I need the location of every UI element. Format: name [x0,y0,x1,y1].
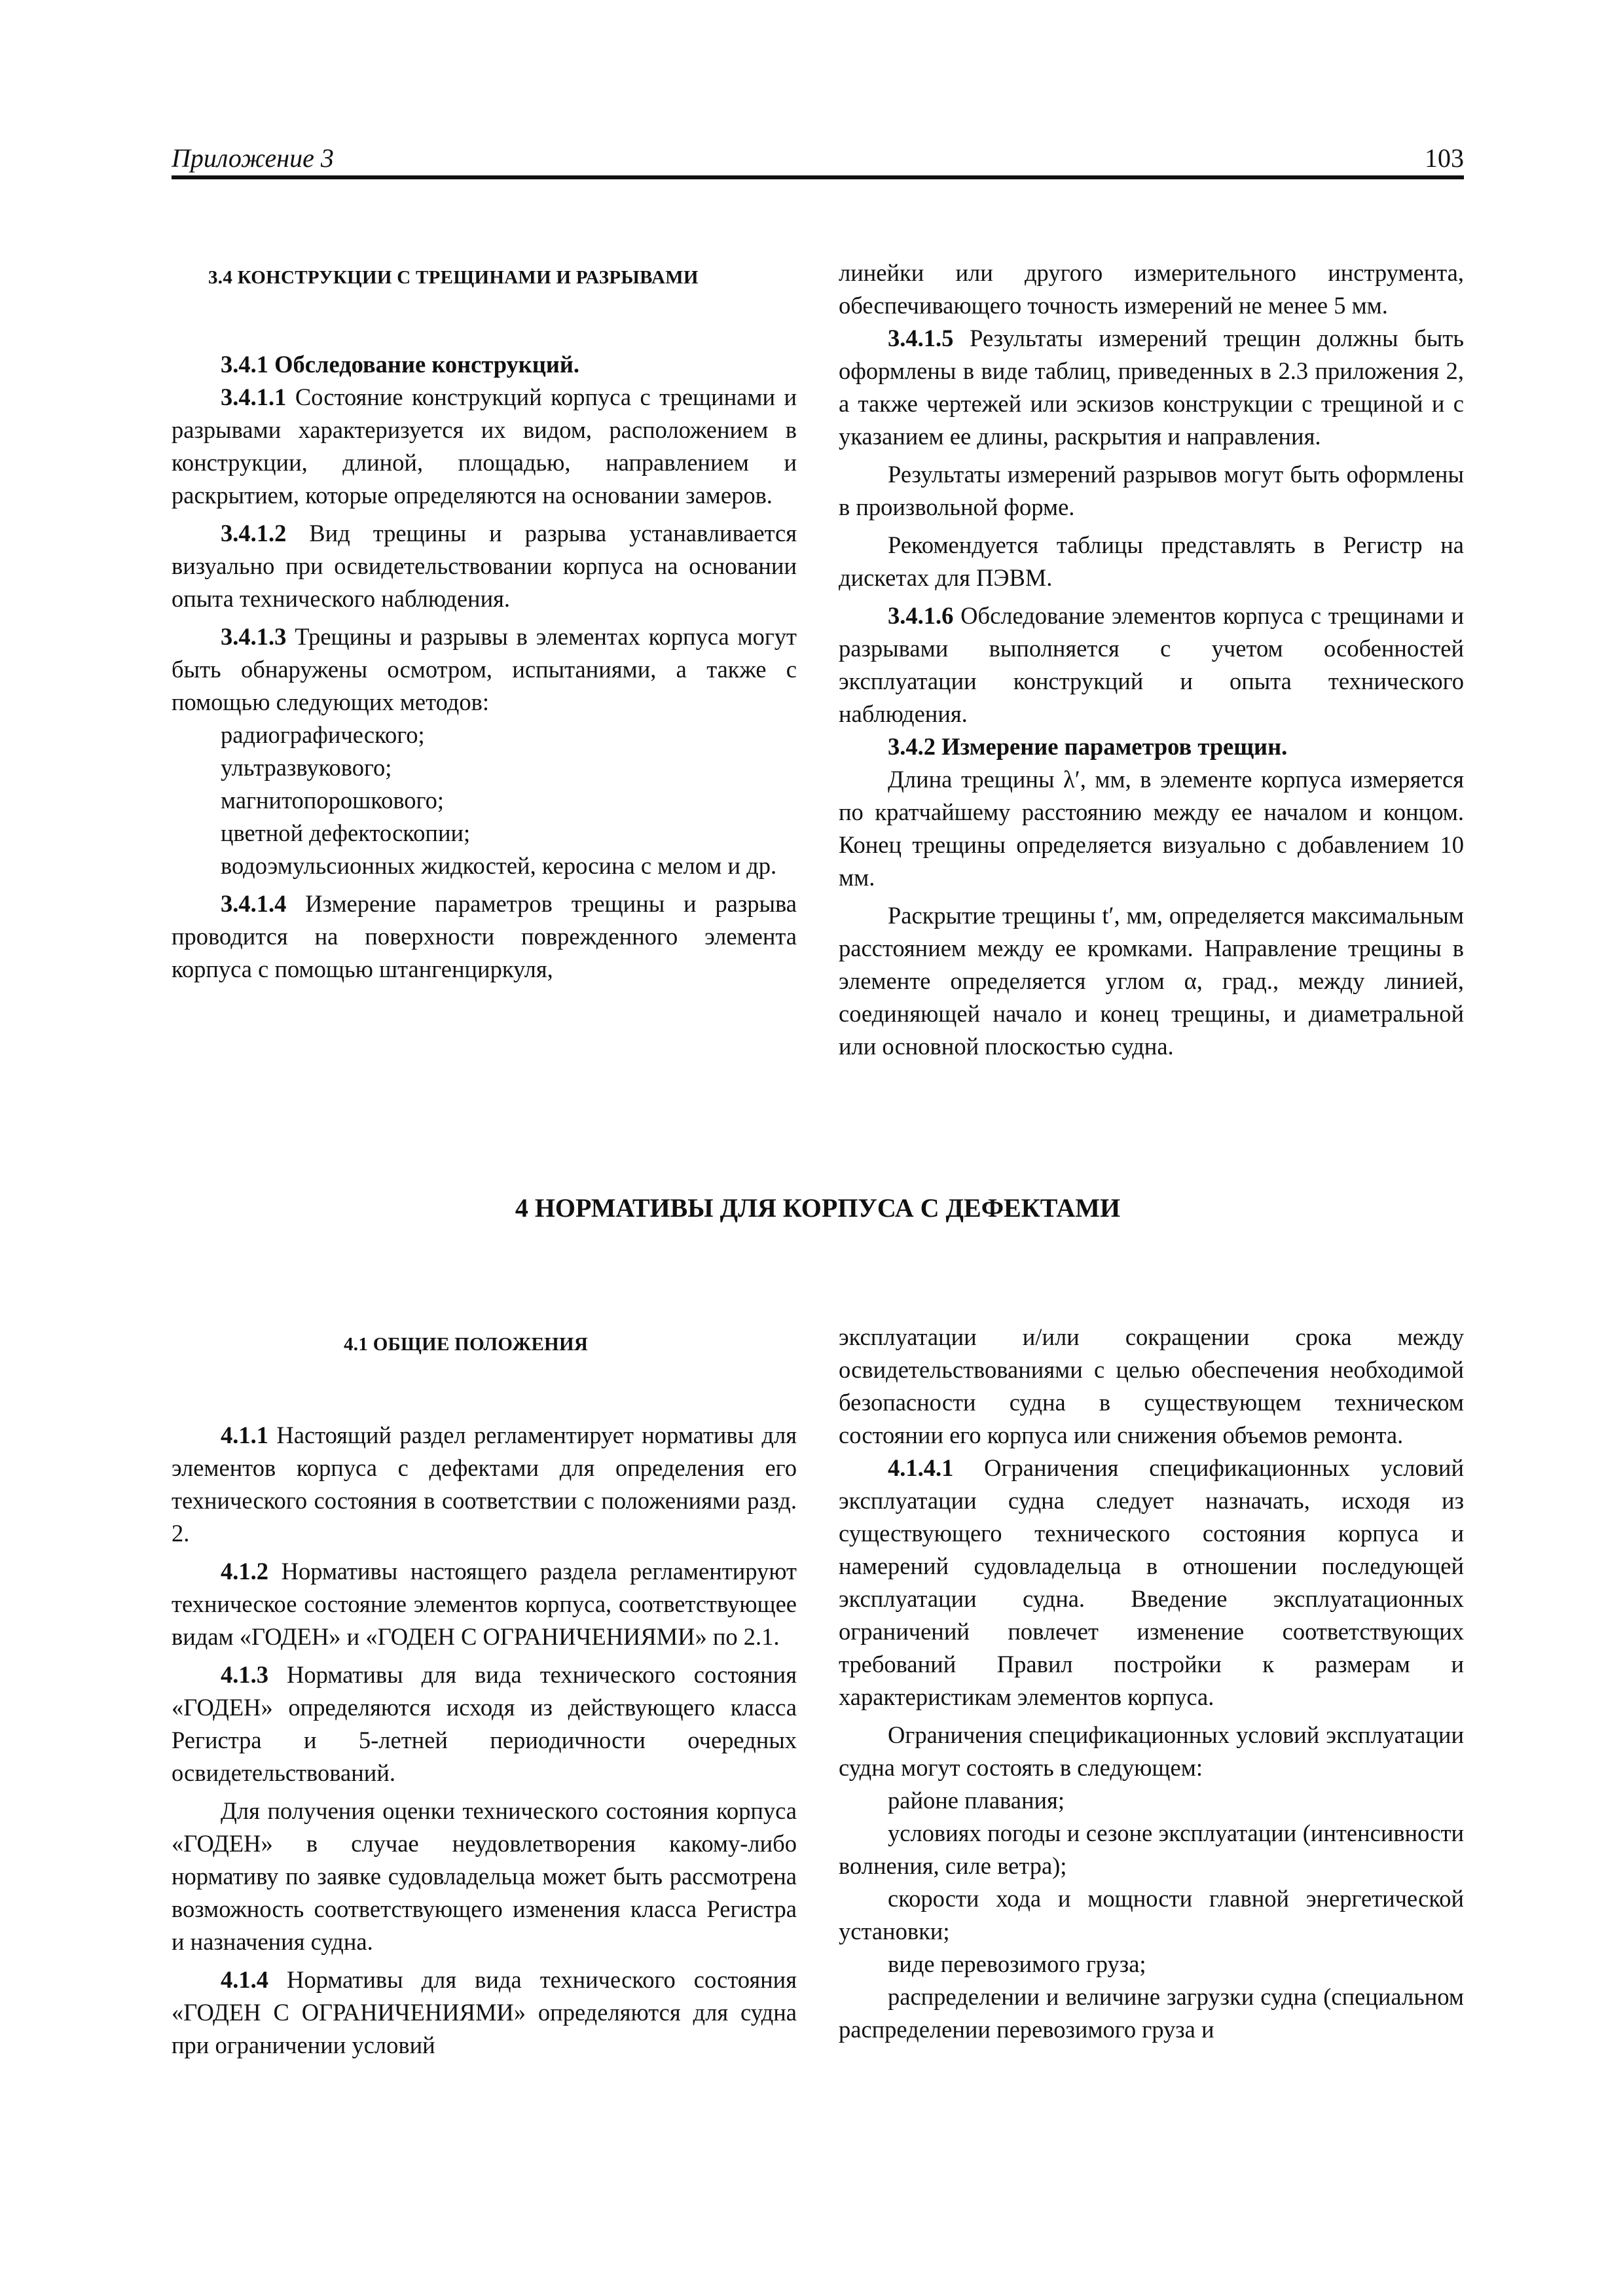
paragraph-3-4-1-5: 3.4.1.5 Результаты измерений трещин должны быть оформлены в виде таблиц, приведенных в 2.3 приложения 2, а также чертежей или эскизов конструкции с трещиной и с указанием ее длины, раскрытия и направления. [839,325,1464,450]
restriction-item: распределении и величине загрузки судна (специальном распределении перевозимого груза и [839,1983,1464,2043]
restriction-item: скорости хода и мощности главной энергетической установки; [839,1885,1464,1945]
paragraph-4-1-4-1: 4.1.4.1 Ограничения спецификационных условий эксплуатации судна следует назначать, исходя из существующего технического состояния корпуса и намерений судовладельца в отношении последующей эксплуатации судна. Введение эксплуатационных ограничений повлечет изменение соответствующих требований Правил постройки к размерам и характеристикам элементов корпуса. [839,1454,1464,1710]
paragraph-3-4-1-1: 3.4.1.1 Состояние конструкций корпуса с трещинами и разрывами характеризуется их видом, расположением в конструкции, длиной, площадью, направлением и раскрытием, которые определяются на основании замеров. [172,384,797,509]
section-4-1-title: 4.1 ОБЩИЕ ПОЛОЖЕНИЯ [344,1334,589,1355]
restriction-item: условиях погоды и сезоне эксплуатации (интенсивности волнения, силе ветра); [839,1820,1464,1879]
running-title: Приложение 3 [172,143,334,173]
paragraph-text: Раскрытие трещины t′, мм, определяется максимальным расстоянием между ее кромками. Направление трещины в элементе определяется углом α, град., между линией, соединяющей начало и конец трещины, и диаметральной или основной плоскостью судна. [839,902,1464,1060]
header-rule [172,175,1464,179]
restriction-item: районе плавания; [888,1787,1065,1814]
paragraph-3-4-1-4: 3.4.1.4 Измерение параметров трещины и разрыва проводится на поверхности поврежденного элемента корпуса с помощью штангенциркуля, [172,890,797,982]
paragraph-text: Ограничения спецификационных условий эксплуатации судна могут состоять в следующем: [839,1721,1464,1781]
continued-text: эксплуатации и/или сокращении срока между освидетельствованиями с целью обеспечения необходимой безопасности судна в существующем техническом состоянии его корпуса или снижения объемов ремонта. [839,1323,1464,1448]
page-number: 103 [1425,143,1464,173]
paragraph-4-1-3: 4.1.3 Нормативы для вида технического состояния «ГОДЕН» определяются исходя из действующего класса Регистра и 5-летней периодичности очередных освидетельствований. [172,1661,797,1786]
continued-text: линейки или другого измерительного инструмента, обеспечивающего точность измерений не менее 5 мм. [839,259,1464,319]
paragraph-4-1-2: 4.1.2 Нормативы настоящего раздела регламентируют техническое состояние элементов корпуса, соответствующее видам «ГОДЕН» и «ГОДЕН С ОГРАНИЧЕНИЯМИ» по 2.1. [172,1558,797,1650]
method-item: водоэмульсионных жидкостей, керосина с мелом и др. [221,852,777,879]
paragraph-text: Для получения оценки технического состояния корпуса «ГОДЕН» в случае неудовлетворения какому-либо нормативу по заявке судовладельца может быть рассмотрена возможность соответствующего изменения класса Регистра и назначения судна. [172,1797,797,1955]
paragraph-3-4-1-6: 3.4.1.6 Обследование элементов корпуса с трещинами и разрывами выполняется с учетом особенностей эксплуатации конструкций и опыта технического наблюдения. [839,602,1464,727]
section-4-1-right-column [839,1321,1464,2046]
subhead-3-4-1: 3.4.1 Обследование конструкций. [221,351,580,378]
method-item: магнитопорошкового; [221,787,445,814]
section-3-4-left-column [172,348,797,986]
chapter-4-title: 4 НОРМАТИВЫ ДЛЯ КОРПУСА С ДЕФЕКТАМИ [515,1193,1121,1223]
method-item: радиографического; [221,721,425,748]
restriction-item: виде перевозимого груза; [888,1950,1146,1977]
subhead-3-4-2: 3.4.2 Измерение параметров трещин. [888,733,1288,760]
section-3-4-right-column [839,257,1464,1063]
paragraph-text: Результаты измерений разрывов могут быть оформлены в произвольной форме. [839,461,1464,520]
section-4-1-left-column [172,1419,797,2062]
paragraph-4-1-4: 4.1.4 Нормативы для вида технического состояния «ГОДЕН С ОГРАНИЧЕНИЯМИ» определяются для судна при ограничении условий [172,1966,797,2058]
paragraph-4-1-1: 4.1.1 Настоящий раздел регламентирует нормативы для элементов корпуса с дефектами для определения его технического состояния в соответствии с положениями разд. 2. [172,1422,797,1547]
page-header [172,143,1464,179]
paragraph-3-4-1-3: 3.4.1.3 Трещины и разрывы в элементах корпуса могут быть обнаружены осмотром, испытаниями, а также с помощью следующих методов: [172,623,797,715]
paragraph-text: Рекомендуется таблицы представлять в Регистр на дискетах для ПЭВМ. [839,531,1464,591]
method-item: ультразвукового; [221,754,392,781]
paragraph-3-4-1-2: 3.4.1.2 Вид трещины и разрыва устанавливается визуально при освидетельствовании корпуса на основании опыта технического наблюдения. [172,520,797,612]
method-item: цветной дефектоскопии; [221,819,471,846]
paragraph-text: Длина трещины λ′, мм, в элементе корпуса измеряется по кратчайшему расстоянию между ее началом и концом. Конец трещины определяется визуально с добавлением 10 мм. [839,766,1464,891]
section-3-4-title: 3.4 КОНСТРУКЦИИ С ТРЕЩИНАМИ И РАЗРЫВАМИ [208,267,699,288]
